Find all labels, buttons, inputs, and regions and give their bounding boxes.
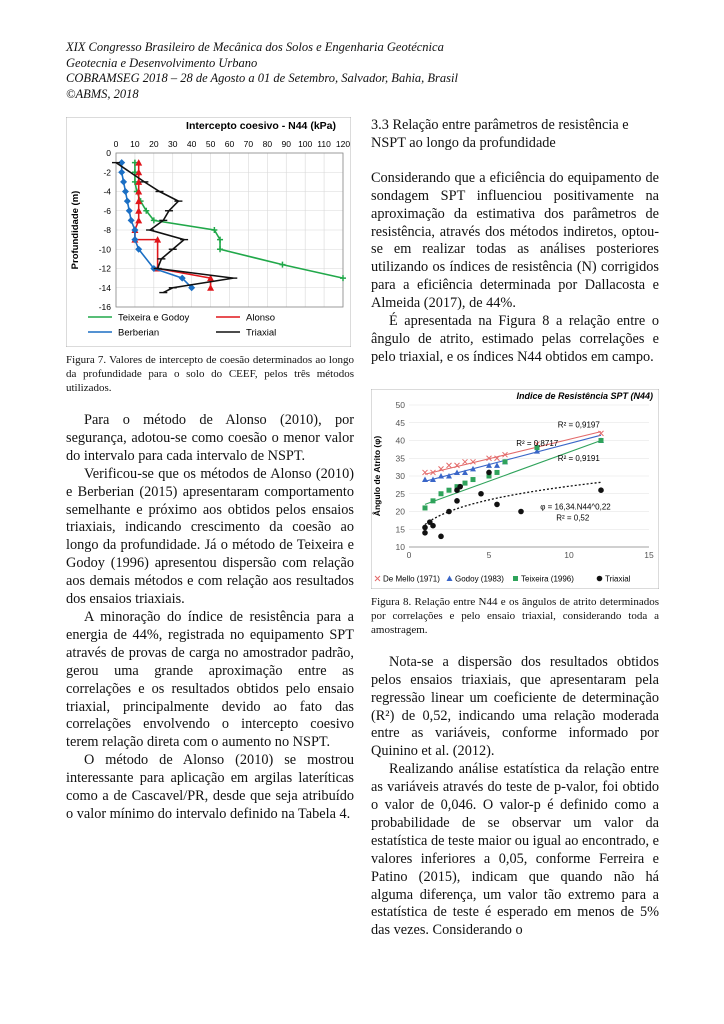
figure-7-y-tick-label: -12 — [98, 263, 111, 274]
figure-7-title: Intercepto coesivo - N44 (kPa) — [186, 120, 336, 132]
figure-8-data-point — [439, 491, 444, 496]
figure-7-y-tick-label: -4 — [103, 186, 111, 197]
figure-7-x-tick-label: 20 — [149, 139, 159, 149]
figure-8-data-point — [598, 487, 604, 493]
figure-8-data-point — [495, 470, 500, 475]
right-paragraph-1: Considerando que a eficiência do equipamento de sondagem SPT influenciou positivamente na aproximação da estimativa dos parâmetros de resistência, através dos métodos indiretos, optou-se em realizar todas as análises posteriores utilizando os índices de resistência (N) corrigidos para a eficiência determinada por Dallacosta e Almeida (2017), de 44%. — [371, 169, 659, 312]
figure-8 — [371, 389, 659, 589]
figure-7-legend-label: Alonso — [246, 312, 276, 324]
header-line-4: ©ABMS, 2018 — [66, 86, 139, 101]
figure-8-legend-label: Triaxial — [605, 574, 631, 584]
figure-8-annotation: R² = 0,9197 — [557, 420, 600, 430]
figure-7-legend-label: Teixeira e Godoy — [118, 312, 190, 324]
figure-7-y-axis-label: Profundidade (m) — [70, 190, 81, 270]
right-paragraph-3: Nota-se a dispersão dos resultados obtidos pelos ensaios triaxiais, que apresentaram pela regressão linear um coeficiente de determinação (R²) de 0,52, indicando uma relação moderada entre as variáveis, conforme informado por Quinino et al. (2012). — [371, 653, 659, 760]
figure-7-x-tick-label: 10 — [130, 139, 140, 149]
figure-8-x-tick-label: 10 — [564, 549, 574, 560]
figure-8-data-point — [430, 523, 436, 529]
section-3-3-title: 3.3 Relação entre parâmetros de resistência e NSPT ao longo da profundidade — [371, 117, 629, 151]
figure-8-data-point — [486, 469, 492, 475]
figure-7-x-tick-label: 110 — [317, 139, 331, 149]
figure-7-legend-label: Triaxial — [246, 327, 277, 339]
figure-8-data-point — [518, 508, 524, 514]
figure-8-data-point — [599, 438, 604, 443]
figure-7-y-tick-label: -6 — [103, 205, 111, 216]
left-paragraph-3: A minoração do índice de resistência para a energia de 44%, registrada no equipamento SPT através de provas de carga no amostrador padrão, gerou uma grande aproximação entre as correlações e os resultados obtidos pelo ensaio triaxial, principalmente devido ao fato das correlações envolvendo o intercepto coesivo terem relação direta com o aumento no NSPT. — [66, 608, 354, 751]
figure-8-data-point — [438, 533, 444, 539]
left-paragraph-1: Para o método de Alonso (2010), por segurança, adotou-se como coesão o menor valor do intervalo para cada intervalo de NSPT. — [66, 412, 354, 464]
figure-7-x-tick-label: 70 — [243, 139, 254, 149]
figure-8-legend-label: Teixeira (1996) — [521, 574, 574, 584]
figure-8-annotation: R² = 0,52 — [556, 513, 590, 523]
figure-8-y-tick-label: 25 — [395, 488, 405, 499]
figure-8-y-tick-label: 20 — [395, 506, 405, 517]
figure-8-x-tick-label: 15 — [644, 549, 654, 560]
figure-8-x-tick-label: 0 — [406, 549, 412, 560]
figure-7-chart — [66, 117, 351, 347]
figure-8-x-tick-label: 5 — [486, 549, 492, 560]
figure-8-legend-marker — [597, 575, 603, 581]
figure-8-caption: Figura 8. Relação entre N44 e os ângulos de atrito determinados por correlações e pelo ensaio triaxial, considerando toda a amostragem. — [371, 595, 659, 636]
figure-8-data-point — [422, 530, 428, 536]
figure-8-y-tick-label: 10 — [395, 541, 405, 552]
figure-8-title: Indice de Resistência SPT (N44) — [516, 390, 653, 401]
figure-8-y-tick-label: 40 — [395, 435, 405, 446]
figure-7-x-tick-label: 100 — [298, 139, 313, 149]
figure-8-y-tick-label: 30 — [395, 470, 405, 481]
figure-8-data-point — [446, 508, 452, 514]
figure-8-y-tick-label: 35 — [395, 453, 405, 464]
figure-8-data-point — [503, 459, 508, 464]
right-paragraph-4: Realizando análise estatística da relação entre as variáveis através do teste de p-valor, foi obtido o valor de 0,046. O valor-p é definido como a probabilidade de se observar um valor da estatística de teste maior ou igual ao encontrado, e valores inferiores a 0,05, conforme Ferreira e Patino (2015), indicam que quando não há alguma diferença, um valor tão extremo para a estatística de teste é esperado em menos de 5% das vezes. Considerando o — [371, 761, 659, 939]
header-line-3: COBRAMSEG 2018 – 28 de Agosto a 01 de Setembro, Salvador, Bahia, Brasil — [66, 71, 458, 85]
left-paragraph-2: Verificou-se que os métodos de Alonso (2010) e Berberian (2015) apresentaram comportamento semelhante e próximo aos obtidos pelos ensaios triaxiais, indicando crescimento da coesão ao longo da profundidade. Já o método de Teixeira e Godoy (1996) apresentou dispersão com relação aos demais métodos e com relação aos resultados dos ensaios triaxiais. — [66, 465, 354, 608]
left-column — [66, 117, 354, 824]
figure-8-legend-label: De Mello (1971) — [383, 574, 440, 584]
figure-8-data-point — [431, 498, 436, 503]
figure-8-y-tick-label: 45 — [395, 417, 405, 428]
figure-8-data-point — [471, 477, 476, 482]
figure-8-annotation: R² = 0,8717 — [516, 438, 559, 448]
figure-8-data-point — [422, 524, 428, 530]
figure-8-data-point — [447, 487, 452, 492]
figure-7-x-tick-label: 80 — [262, 139, 273, 149]
figure-8-data-point — [457, 484, 463, 490]
conference-header — [66, 40, 666, 102]
figure-8-y-axis-label: Ângulo de Atrito (φ) — [372, 435, 382, 516]
figure-8-annotation: φ = 16,34.N44^0,22 — [540, 502, 611, 512]
figure-7-x-tick-label: 120 — [335, 139, 351, 149]
right-paragraph-2: É apresentada na Figura 8 a relação entre o ângulo de atrito, estimado pelas correlações e pelo triaxial, e os índices N44 obtidos em campo. — [371, 313, 659, 365]
left-paragraph-4: O método de Alonso (2010) se mostrou interessante para aplicação em argilas lateríticas como a de Cascavel/PR, desde que seja atribuído o valor mínimo do intervalo definido na Tabela 4. — [66, 752, 354, 822]
header-line-1: XIX Congresso Brasileiro de Mecânica dos Solos e Engenharia Geotécnica — [66, 40, 444, 54]
header-line-2: Geotecnia e Desenvolvimento Urbano — [66, 55, 258, 70]
figure-7-y-tick-label: -8 — [103, 225, 111, 235]
figure-8-data-point — [478, 491, 484, 497]
figure-8-y-tick-label: 50 — [395, 399, 405, 410]
figure-7-x-tick-label: 0 — [113, 139, 119, 149]
figure-7-y-tick-label: -10 — [98, 244, 111, 255]
figure-8-frame — [371, 389, 659, 589]
figure-7-y-tick-label: -2 — [103, 167, 111, 178]
figure-8-data-point — [463, 480, 468, 485]
figure-7-x-tick-label: 30 — [168, 139, 178, 149]
figure-7-x-tick-label: 50 — [205, 139, 216, 149]
right-column — [371, 117, 659, 940]
figure-8-legend-label: Godoy (1983) — [455, 574, 504, 584]
figure-8-data-point — [494, 501, 500, 507]
figure-7-y-tick-label: -14 — [98, 282, 111, 293]
figure-7-x-tick-label: 60 — [224, 139, 235, 149]
figure-7-y-tick-label: 0 — [106, 148, 111, 158]
figure-8-legend-marker — [513, 576, 518, 581]
figure-7-x-tick-label: 90 — [281, 139, 291, 149]
figure-7-x-tick-label: 40 — [186, 139, 197, 149]
figure-7 — [66, 117, 354, 347]
figure-7-caption: Figura 7. Valores de intercepto de coesão determinados ao longo da profundidade para o solo do CEEF, pelos três métodos utilizados. — [66, 354, 354, 394]
figure-7-y-tick-label: -16 — [98, 302, 111, 312]
figure-7-legend-label: Berberian — [118, 327, 160, 339]
figure-8-annotation: R² = 0,9191 — [557, 453, 600, 463]
figure-8-y-tick-label: 15 — [395, 524, 405, 535]
figure-8-chart — [371, 389, 659, 589]
figure-8-data-point — [423, 505, 428, 510]
figure-8-data-point — [454, 498, 460, 504]
